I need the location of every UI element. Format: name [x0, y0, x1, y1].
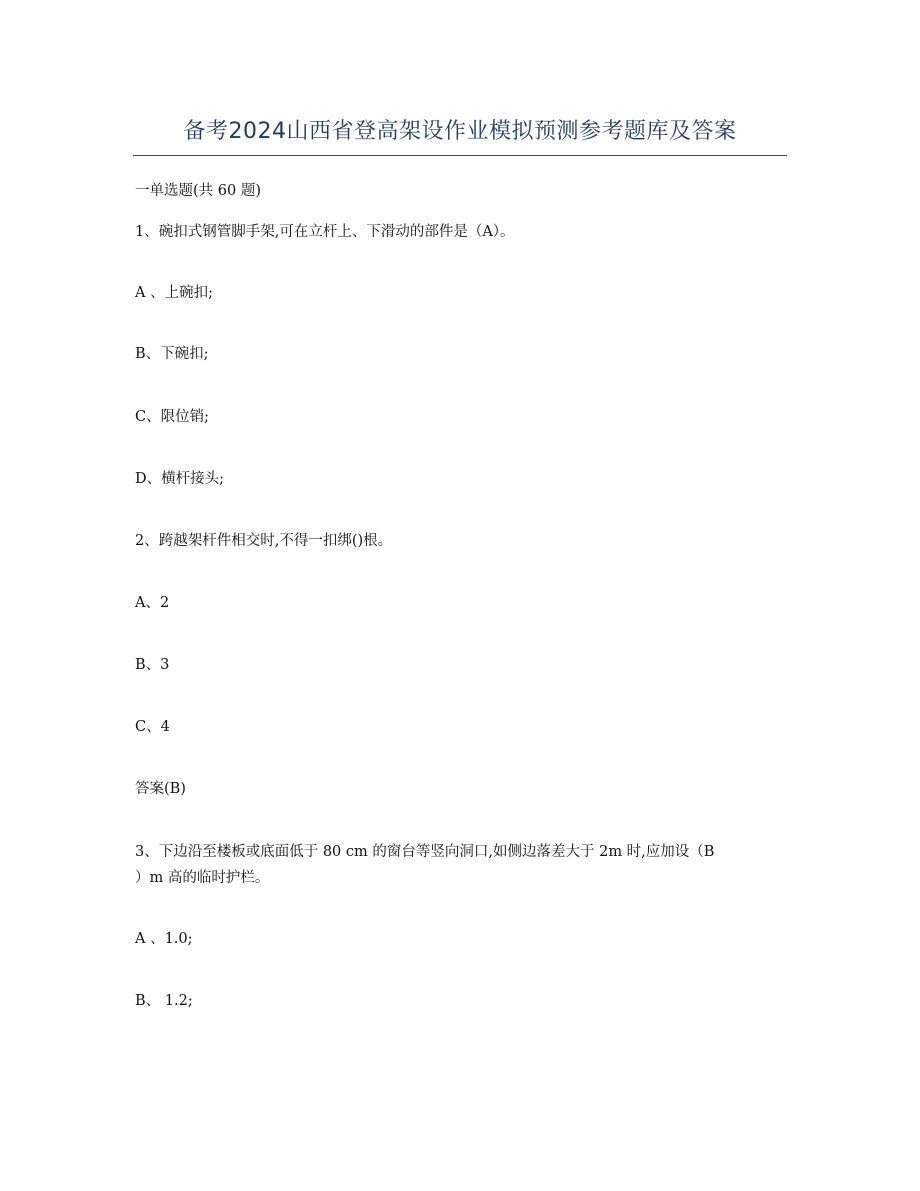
document-title: 备考2024山西省登高架设作业模拟预测参考题库及答案	[183, 119, 737, 144]
question-1-option-c: C、限位销;	[135, 409, 209, 425]
question-1-option-b: B、下碗扣;	[135, 346, 209, 362]
question-3-stem-line1: 3、下边沿至楼板或底面低于 80 cm 的窗台等竖向洞口,如侧边落差大于 2m 时,应加设（B	[135, 844, 715, 860]
question-2-answer: 答案(B)	[135, 781, 186, 797]
section-heading: 一单选题(共 60 题)	[135, 183, 261, 199]
question-2-option-b: B、3	[135, 657, 170, 673]
question-2-option-c: C、4	[135, 719, 170, 735]
question-1-option-a: A 、上碗扣;	[135, 285, 213, 301]
question-2-option-a: A、2	[135, 595, 170, 611]
question-3-option-b: B、 1.2;	[135, 993, 193, 1009]
question-1-stem: 1、碗扣式钢管脚手架,可在立杆上、下滑动的部件是（A）。	[135, 224, 515, 240]
question-2-stem: 2、跨越架杆件相交时,不得一扣绑()根。	[135, 533, 393, 549]
question-1-option-d: D、横杆接头;	[135, 471, 225, 487]
title-divider	[133, 155, 787, 156]
question-3-option-a: A 、1.0;	[135, 931, 193, 947]
question-3-stem-line2: ）m 高的临时护栏。	[135, 870, 270, 886]
